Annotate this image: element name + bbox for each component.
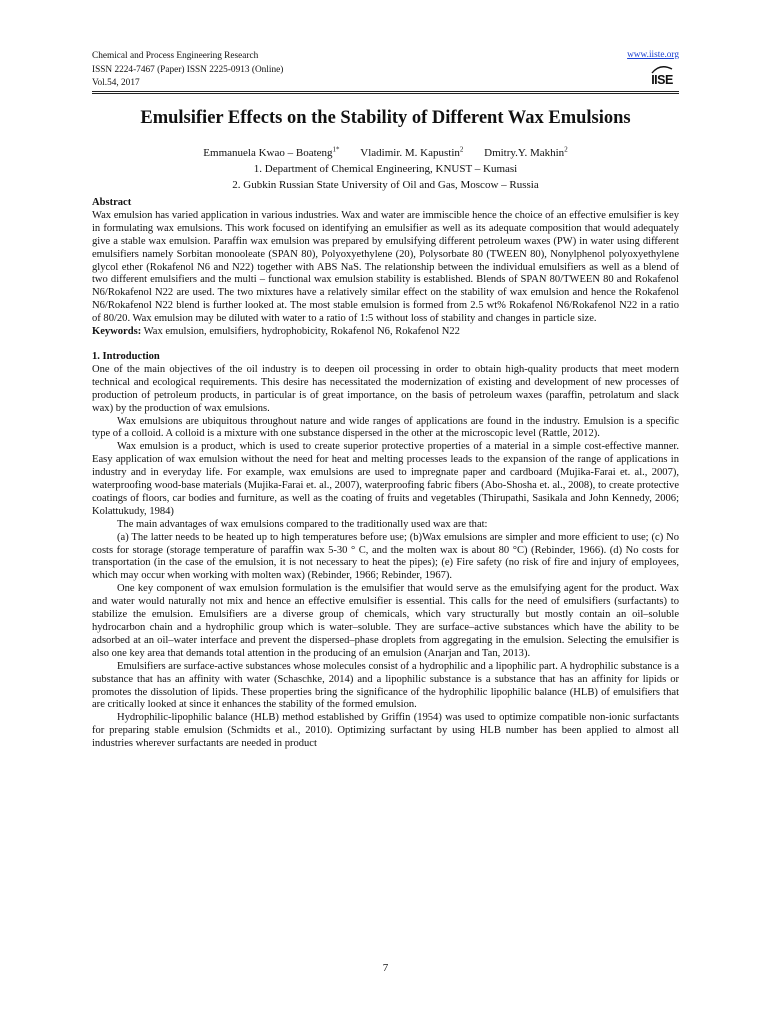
paper-page (92, 0, 679, 1024)
affiliation: 2. Gubkin Russian State University of Oil and Gas, Moscow – Russia (232, 178, 539, 191)
journal-header (92, 50, 679, 96)
section-heading-introduction: 1. Introduction (92, 350, 160, 362)
author-list (92, 141, 679, 161)
journal-url-link[interactable]: www.iiste.org (627, 50, 679, 60)
iiste-logo (649, 65, 675, 89)
intro-paragraph: Hydrophilic-lipophilic balance (HLB) method established by Griffin (1954) was used to optimize compatible non-ionic surfactants for preparing stable emulsion (Schmidts et al., 2010). Optimizing surfactant by using HLB number has been applied to almost all industries wherever surfactants are needed in product (92, 712, 679, 750)
keywords-text: Wax emulsion, emulsifiers, hydrophobicity, Rokafenol N6, Rokafenol N22 (143, 326, 460, 338)
keywords-line (92, 326, 679, 339)
journal-info (92, 50, 283, 91)
abstract-text: Wax emulsion has varied application in various industries. Wax and water are immiscible hence the choice of an effective emulsifier is key in formulating wax emulsions. This work focused on identifying an emulsifier as well as its adequate composition that would adequately give a stable wax emulsion. Paraffin wax emulsion was prepared by emulsifying different petroleum waxes (PW) in water using different emulsifiers namely Sorbitan monooleate (SPAN 80), Polyoxyethylene (20), Polysorbate 80 (TWEEN 80), Nonylphenol polyoxyethylene glycol ether (Rokafenol N6 and N22) together with ABS NaS. The relationship between the individual emulsifiers as well as a blend of two different emulsifiers and the multi – functional wax emulsion stability is established. Blends of SPAN 80/TWEEN 80 and Rokafenol N6/Rokafenol N22 are used. The two mixtures have a relatively similar effect on the stability of wax emulsion and hence the Rokafenol N6/Rokafenol N22 blend is further looked at. The most stable emulsion is formed from 2.5 wt% Rokafenol N6/Rokafenol N22 in a ratio of 80/20. Wax emulsion may be diluted with water to a ratio of 1:5 without loss of stability and changes in particle size. (92, 209, 679, 325)
intro-paragraph: Wax emulsions are ubiquitous throughout nature and wide ranges of applications are found in the industry. Emulsion is a specific type of a colloid. A colloid is a mixture with one substance dispersed in the other at the microscopic level (Rattle, 2012). (92, 415, 679, 440)
intro-paragraph: One of the main objectives of the oil industry is to deepen oil processing in order to obtain high-quality products that meet modern technical and ecological requirements. This desire has necessitated the modernization of existing and development of new processes of production of petroleum products, in particular is of great importance, on the basis of petroleum waxes (paraffin, petrolatum and slack wax) by the production of wax emulsions. (92, 363, 679, 414)
intro-paragraph: One key component of wax emulsion formulation is the emulsifier that would serve as the emulsifying agent for the product. Wax and water would naturally not mix and hence an effective emulsifier is essential. This calls for the need of emulsifiers (surfactants) to stabilize the emulsion. Emulsifiers are a diverse group of chemicals, which vary structurally but mostly contain an oil–soluble hydrocarbon chain and a hydrophilic group which is water–soluble. They are surface–active substances which have the ability to be adsorbed at an oil–water interface and prevent the dispersed–phase droplets from aggregating in the emulsion. Selecting the emulsifier is also one key area that demands total attention in the producing of an emulsion (Anarjan and Tan, 2013). (92, 583, 679, 659)
logo-text: IISE (651, 73, 673, 87)
header-rule-secondary (92, 93, 679, 94)
author-block (92, 141, 679, 193)
paper-title: Emulsifier Effects on the Stability of Different Wax Emulsions (140, 108, 631, 128)
abstract-heading: Abstract (92, 197, 132, 208)
intro-paragraph: Emulsifiers are surface-active substances whose molecules consist of a hydrophilic and a lipophilic part. A hydrophilic substance is a substance that has an affinity with water (Schaschke, 2014) and a lipophilic substance is a substance that has an affinity for lipids or promotes the dissolution of lipids. These properties bring the significance of the hydrophilic lipophilic balance (HLB) of emulsifiers that are critically looked at since it enhances the stability of the formed emulsion. (92, 660, 679, 711)
section-gap (92, 339, 679, 351)
intro-paragraph: (a) The latter needs to be heated up to high temperatures before use; (b)Wax emulsions are simpler and more efficient to use; (c) No costs for storage (storage temperature of paraffin wax 5-30 ° C, and the molten wax is about 80 °C) (Rebinder, 1966). (d) No costs for transportation (in the case of the emulsion, it is not necessary to heat the pipes); (e) Fire safety (no risk of fire and injury of employees, which may occur when working with molten wax) (Rebinder, 1966; Rebinder, 1967). (92, 531, 679, 582)
author: Emmanuela Kwao – Boateng$^{1*}$ (203, 145, 340, 159)
journal-issn: ISSN 2224-7467 (Paper) ISSN 2225-0913 (Online) (92, 64, 284, 75)
author: Vladimir. M. Kapustin$^2$ (360, 145, 464, 159)
page-number: 7 (382, 962, 389, 974)
intro-paragraph: The main advantages of wax emulsions compared to the traditionally used wax are that: (117, 518, 488, 530)
intro-paragraph: Wax emulsion is a product, which is used to create superior protective properties of a material in a simple cost-effective manner. Easy application of wax emulsion without the need for heat and melting processes leads to the expansion of the range of applications in industry and in everyday life. For example, wax emulsions are used to impregnate paper and cardboard (Mujika-Farai et. al., 2007), waterproofing wood-base materials (Mujika-Farai et. al., 2007), waterproofing fabric fibers (Abo-Shosha et. al., 2008), to create protective coatings of floors, car bodies and furniture, as well as the coating of fruits and vegetables (Thirupathi, Sasikala and John Kennedy, 2006; Kolattukudy, 1984) (92, 441, 679, 517)
header-rule (92, 91, 679, 92)
paper-body (92, 197, 679, 751)
journal-volume: Vol.54, 2017 (92, 78, 140, 88)
keywords-label: Keywords: (92, 326, 142, 338)
journal-name: Chemical and Process Engineering Research (92, 51, 259, 61)
author: Dmitry.Y. Makhin$^2$ (484, 145, 568, 159)
affiliation: 1. Department of Chemical Engineering, KNUST – Kumasi (253, 162, 518, 175)
